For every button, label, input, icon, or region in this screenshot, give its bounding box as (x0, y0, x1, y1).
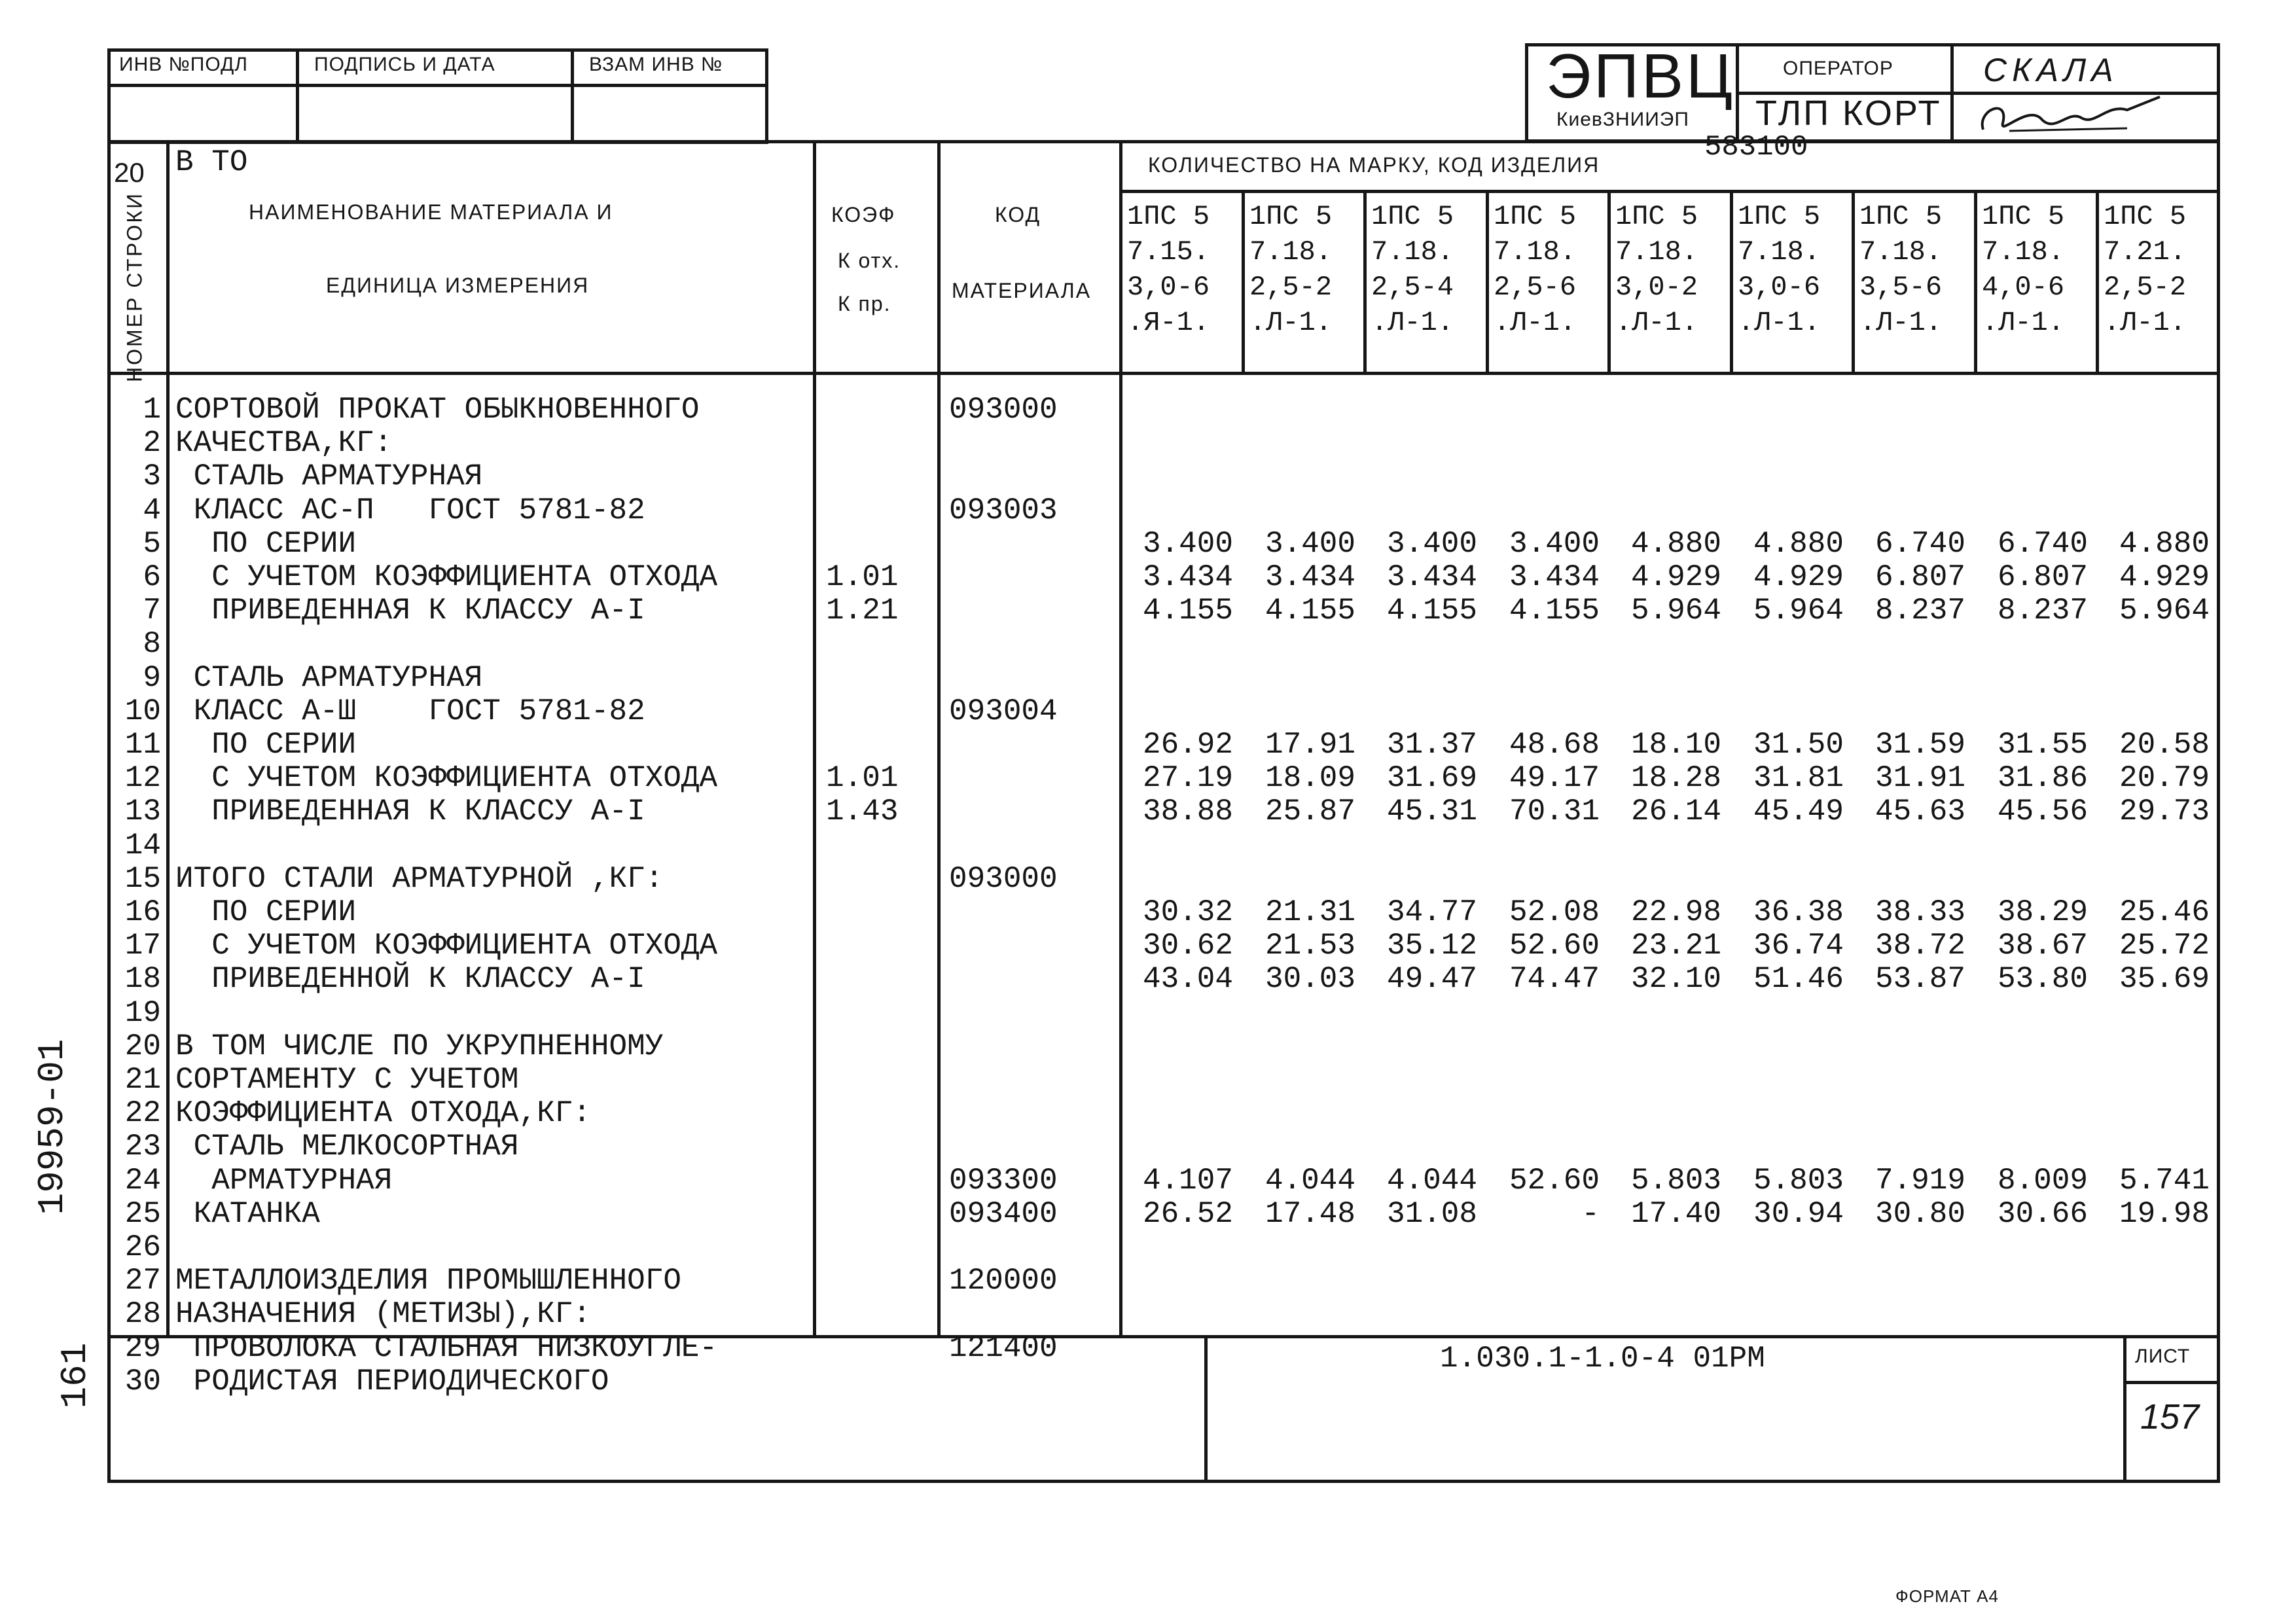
mark-header-2-line4: .Л-1. (1249, 307, 1333, 338)
quantity-value: 30.03 (1265, 962, 1355, 996)
quantity-value: 21.53 (1265, 929, 1355, 963)
row-number: 21 (124, 1063, 161, 1097)
material-name: КОЭФФИЦИЕНТА ОТХОДА,КГ: (175, 1096, 591, 1130)
quantity-value: 45.56 (1997, 794, 2088, 829)
quantity-value: 31.37 (1386, 728, 1477, 762)
quantity-value: 5.964 (2119, 594, 2210, 628)
quantity-value: 49.47 (1386, 962, 1477, 996)
quantity-value: 6.807 (1874, 560, 1965, 594)
name-header-line2: ЕДИНИЦА ИЗМЕРЕНИЯ (326, 274, 590, 297)
material-name: СОРТОВОЙ ПРОКАТ ОБЫКНОВЕННОГО (175, 393, 700, 427)
quantity-value: 4.155 (1265, 594, 1355, 628)
quantity-value: 17.91 (1265, 728, 1355, 762)
format-label: ФОРМАТ А4 (1895, 1586, 1999, 1606)
quantity-value: 31.59 (1874, 728, 1965, 762)
row-number-value: 20 (114, 157, 145, 188)
quantity-value: 23.21 (1630, 929, 1721, 963)
mark-header-1-line1: 1ПС 5 (1127, 201, 1210, 232)
mark-header-7-line1: 1ПС 5 (1859, 201, 1943, 232)
coef-header-line1: КОЭФ (831, 203, 896, 226)
coefficient: 1.21 (826, 594, 899, 628)
quantity-header: КОЛИЧЕСТВО НА МАРКУ, КОД ИЗДЕЛИЯ (1148, 153, 1600, 177)
mark-header-3-line3: 2,5-4 (1371, 272, 1454, 303)
operator-value: ТЛП КОРТ (1755, 94, 1942, 133)
quantity-value: 4.107 (1142, 1164, 1233, 1198)
row-number: 1 (143, 393, 161, 427)
quantity-value: 74.47 (1509, 962, 1600, 996)
quantity-value: 31.91 (1874, 761, 1965, 795)
quantity-value: 4.880 (1753, 527, 1844, 561)
quantity-value: 17.40 (1630, 1197, 1721, 1231)
mark-header-5-line1: 1ПС 5 (1615, 201, 1698, 232)
quantity-value: 52.60 (1509, 1164, 1600, 1198)
quantity-value: 51.46 (1753, 962, 1844, 996)
material-name: С УЧЕТОМ КОЭФФИЦИЕНТА ОТХОДА (175, 560, 718, 594)
quantity-value: 35.12 (1386, 929, 1477, 963)
quantity-value: 30.66 (1997, 1197, 2088, 1231)
coef-header-line2: К отх. (838, 249, 901, 272)
quantity-value: 38.88 (1142, 794, 1233, 829)
material-name: СТАЛЬ МЕЛКОСОРТНАЯ (175, 1130, 519, 1164)
quantity-value: 38.67 (1997, 929, 2088, 963)
quantity-value: 30.94 (1753, 1197, 1844, 1231)
mark-header-2-line2: 7.18. (1249, 236, 1333, 268)
quantity-value: 53.80 (1997, 962, 2088, 996)
material-name: ПО СЕРИИ (175, 895, 357, 929)
quantity-value: 35.69 (2119, 962, 2210, 996)
row-number: 28 (124, 1297, 161, 1331)
coefficient: 1.43 (826, 794, 899, 829)
row-number: 23 (124, 1130, 161, 1164)
quantity-value: 52.60 (1509, 929, 1600, 963)
row-number: 7 (143, 594, 161, 628)
quantity-value: 34.77 (1386, 895, 1477, 929)
row-number-header (106, 157, 165, 382)
material-code: 093400 (949, 1197, 1058, 1231)
material-name: ПРОВОЛОКА СТАЛЬНАЯ НИЗКОУГЛЕ- (175, 1331, 718, 1365)
mark-header-7-line2: 7.18. (1859, 236, 1943, 268)
row-number: 22 (124, 1096, 161, 1130)
quantity-value: 29.73 (2119, 794, 2210, 829)
margin-stamp-number: 19959-01 (31, 1039, 73, 1215)
quantity-value: 36.38 (1753, 895, 1844, 929)
quantity-value: 6.807 (1997, 560, 2088, 594)
quantity-value: 4.155 (1142, 594, 1233, 628)
vzam-inv-label: ВЗАМ ИНВ № (589, 54, 723, 75)
quantity-value: 5.803 (1753, 1164, 1844, 1198)
quantity-value: 25.46 (2119, 895, 2210, 929)
sheet-label: ЛИСТ (2135, 1346, 2191, 1367)
material-name: СОРТАМЕНТУ С УЧЕТОМ (175, 1063, 519, 1097)
row-number: 11 (124, 728, 161, 762)
row-number: 2 (143, 426, 161, 460)
material-name: НАЗНАЧЕНИЯ (МЕТИЗЫ),КГ: (175, 1297, 591, 1331)
coefficient: 1.01 (826, 560, 899, 594)
row-number: 25 (124, 1197, 161, 1231)
quantity-value: 31.55 (1997, 728, 2088, 762)
row-number: 17 (124, 929, 161, 963)
quantity-value: 4.929 (2119, 560, 2210, 594)
mark-header-9-line4: .Л-1. (2104, 307, 2187, 338)
mark-header-8-line1: 1ПС 5 (1982, 201, 2065, 232)
quantity-value: 43.04 (1142, 962, 1233, 996)
row-number: 24 (124, 1164, 161, 1198)
quantity-value: 4.155 (1509, 594, 1600, 628)
row-number: 12 (124, 761, 161, 795)
mark-header-1-line3: 3,0-6 (1127, 272, 1210, 303)
material-code: 093003 (949, 493, 1058, 527)
quantity-value: 4.155 (1386, 594, 1477, 628)
material-name: С УЧЕТОМ КОЭФФИЦИЕНТА ОТХОДА (175, 761, 718, 795)
quantity-value: 25.72 (2119, 929, 2210, 963)
document-code: 1.030.1-1.0-4 01РМ (1440, 1342, 1765, 1376)
quantity-value: 45.63 (1874, 794, 1965, 829)
quantity-value: 7.919 (1874, 1164, 1965, 1198)
quantity-value: 32.10 (1630, 962, 1721, 996)
mark-header-8-line2: 7.18. (1982, 236, 2065, 268)
quantity-value: 18.10 (1630, 728, 1721, 762)
mark-header-3-line4: .Л-1. (1371, 307, 1454, 338)
operator-label: ОПЕРАТОР (1783, 58, 1893, 79)
mark-header-9-line2: 7.21. (2104, 236, 2187, 268)
row-number: 27 (124, 1264, 161, 1298)
row-number: 4 (143, 493, 161, 527)
quantity-value: 8.009 (1997, 1164, 2088, 1198)
mark-header-6-line3: 3,0-6 (1738, 272, 1821, 303)
mark-header-9-line3: 2,5-2 (2104, 272, 2187, 303)
mark-header-3-line2: 7.18. (1371, 236, 1454, 268)
material-code: 093300 (949, 1164, 1058, 1198)
quantity-value: 8.237 (1997, 594, 2088, 628)
quantity-value: 3.434 (1142, 560, 1233, 594)
row-number: 30 (124, 1364, 161, 1399)
quantity-value: 5.741 (2119, 1164, 2210, 1198)
quantity-value: 3.400 (1386, 527, 1477, 561)
in-to-label: В ТО (175, 145, 248, 179)
quantity-value: 25.87 (1265, 794, 1355, 829)
quantity-value: 5.964 (1753, 594, 1844, 628)
org-logo: ЭПВЦ (1546, 41, 1736, 111)
coef-header-line3: К пр. (838, 292, 891, 315)
quantity-value: 20.58 (2119, 728, 2210, 762)
quantity-value: 38.72 (1874, 929, 1965, 963)
quantity-value: 45.31 (1386, 794, 1477, 829)
material-code: 093000 (949, 862, 1058, 896)
row-number: 6 (143, 560, 161, 594)
material-code: 120000 (949, 1264, 1058, 1298)
quantity-value: 70.31 (1509, 794, 1600, 829)
podpis-data-label: ПОДПИСЬ И ДАТА (314, 54, 495, 75)
material-name: РОДИСТАЯ ПЕРИОДИЧЕСКОГО (175, 1364, 609, 1399)
quantity-value: 3.400 (1265, 527, 1355, 561)
quantity-value: 30.32 (1142, 895, 1233, 929)
row-number: 16 (124, 895, 161, 929)
quantity-value: 4.880 (2119, 527, 2210, 561)
row-number-label: НОМЕР СТРОКИ (122, 192, 147, 382)
row-number: 18 (124, 962, 161, 996)
mark-header-6-line1: 1ПС 5 (1738, 201, 1821, 232)
row-number: 20 (124, 1029, 161, 1063)
row-number: 13 (124, 794, 161, 829)
mark-header-2-line1: 1ПС 5 (1249, 201, 1333, 232)
quantity-value: 22.98 (1630, 895, 1721, 929)
quantity-value: 26.52 (1142, 1197, 1233, 1231)
material-name: ПО СЕРИИ (175, 527, 357, 561)
row-number: 15 (124, 862, 161, 896)
quantity-value: 20.79 (2119, 761, 2210, 795)
quantity-value: 3.434 (1509, 560, 1600, 594)
row-number: 5 (143, 527, 161, 561)
mark-header-5-line2: 7.18. (1615, 236, 1698, 268)
quantity-value: 31.69 (1386, 761, 1477, 795)
row-number: 9 (143, 661, 161, 695)
quantity-value: 52.08 (1509, 895, 1600, 929)
quantity-value: 4.044 (1386, 1164, 1477, 1198)
quantity-value: 53.87 (1874, 962, 1965, 996)
code-header-line1: КОД (995, 203, 1041, 226)
mark-header-6-line2: 7.18. (1738, 236, 1821, 268)
row-number: 3 (143, 459, 161, 493)
material-name: КАЧЕСТВА,КГ: (175, 426, 393, 460)
mark-header-9-line1: 1ПС 5 (2104, 201, 2187, 232)
mark-header-4-line4: .Л-1. (1494, 307, 1577, 338)
mark-header-7-line3: 3,5-6 (1859, 272, 1943, 303)
product-code: 583100 (1704, 131, 1808, 164)
mark-header-2-line3: 2,5-2 (1249, 272, 1333, 303)
signature-image (1970, 90, 2166, 143)
coefficient: 1.01 (826, 761, 899, 795)
quantity-value: 4.044 (1265, 1164, 1355, 1198)
mark-header-1-line4: .Я-1. (1127, 307, 1210, 338)
material-code: 093004 (949, 694, 1058, 728)
quantity-value: 18.09 (1265, 761, 1355, 795)
material-name: МЕТАЛЛОИЗДЕЛИЯ ПРОМЫШЛЕННОГО (175, 1264, 681, 1298)
quantity-value: 30.80 (1874, 1197, 1965, 1231)
material-name: ПРИВЕДЕННАЯ К КЛАССУ А-I (175, 594, 645, 628)
sheet-number: 157 (2140, 1397, 2200, 1436)
material-name: С УЧЕТОМ КОЭФФИЦИЕНТА ОТХОДА (175, 929, 718, 963)
quantity-value: 26.92 (1142, 728, 1233, 762)
row-number: 10 (124, 694, 161, 728)
org-name: КиевЗНИИЭП (1556, 109, 1689, 130)
mark-header-7-line4: .Л-1. (1859, 307, 1943, 338)
code-header-line2: МАТЕРИАЛА (952, 279, 1092, 302)
material-name: КЛАСС А-Ш ГОСТ 5781-82 (175, 694, 645, 728)
mark-header-8-line3: 4,0-6 (1982, 272, 2065, 303)
quantity-value: 3.400 (1142, 527, 1233, 561)
quantity-value: 4.880 (1630, 527, 1721, 561)
quantity-value: 4.929 (1753, 560, 1844, 594)
row-number: 14 (124, 829, 161, 863)
mark-header-8-line4: .Л-1. (1982, 307, 2065, 338)
mark-header-4-line1: 1ПС 5 (1494, 201, 1577, 232)
material-code: 121400 (949, 1331, 1058, 1365)
material-name: АРМАТУРНАЯ (175, 1164, 393, 1198)
quantity-value: 5.803 (1630, 1164, 1721, 1198)
material-name: ПО СЕРИИ (175, 728, 357, 762)
quantity-value: 6.740 (1997, 527, 2088, 561)
mark-header-1-line2: 7.15. (1127, 236, 1210, 268)
quantity-value: 45.49 (1753, 794, 1844, 829)
name-header-line1: НАИМЕНОВАНИЕ МАТЕРИАЛА И (249, 200, 613, 224)
mark-header-3-line1: 1ПС 5 (1371, 201, 1454, 232)
quantity-value: 38.33 (1874, 895, 1965, 929)
row-number: 19 (124, 996, 161, 1030)
quantity-value: - (1581, 1197, 1600, 1231)
quantity-value: 49.17 (1509, 761, 1600, 795)
material-name: В ТОМ ЧИСЛЕ ПО УКРУПНЕННОМУ (175, 1029, 664, 1063)
material-name: КЛАСС АС-П ГОСТ 5781-82 (175, 493, 645, 527)
margin-sheet-number: 161 (54, 1342, 96, 1409)
mark-header-5-line4: .Л-1. (1615, 307, 1698, 338)
quantity-value: 36.74 (1753, 929, 1844, 963)
material-name: КАТАНКА (175, 1197, 320, 1231)
quantity-value: 3.400 (1509, 527, 1600, 561)
quantity-value: 38.29 (1997, 895, 2088, 929)
material-code: 093000 (949, 393, 1058, 427)
mark-header-4-line3: 2,5-6 (1494, 272, 1577, 303)
material-name: СТАЛЬ АРМАТУРНАЯ (175, 459, 483, 493)
quantity-value: 27.19 (1142, 761, 1233, 795)
material-name: СТАЛЬ АРМАТУРНАЯ (175, 661, 483, 695)
quantity-value: 17.48 (1265, 1197, 1355, 1231)
quantity-value: 5.964 (1630, 594, 1721, 628)
mark-header-6-line4: .Л-1. (1738, 307, 1821, 338)
quantity-value: 18.28 (1630, 761, 1721, 795)
row-number: 29 (124, 1331, 161, 1365)
quantity-value: 8.237 (1874, 594, 1965, 628)
system-name: СКАЛА (1983, 52, 2119, 88)
quantity-value: 31.86 (1997, 761, 2088, 795)
quantity-value: 26.14 (1630, 794, 1721, 829)
inv-podl-label: ИНВ №ПОДЛ (119, 54, 248, 75)
quantity-value: 19.98 (2119, 1197, 2210, 1231)
quantity-value: 31.08 (1386, 1197, 1477, 1231)
quantity-value: 3.434 (1265, 560, 1355, 594)
quantity-value: 31.50 (1753, 728, 1844, 762)
mark-header-5-line3: 3,0-2 (1615, 272, 1698, 303)
quantity-value: 3.434 (1386, 560, 1477, 594)
quantity-value: 6.740 (1874, 527, 1965, 561)
mark-header-4-line2: 7.18. (1494, 236, 1577, 268)
row-number: 26 (124, 1230, 161, 1264)
quantity-value: 21.31 (1265, 895, 1355, 929)
quantity-value: 31.81 (1753, 761, 1844, 795)
quantity-value: 4.929 (1630, 560, 1721, 594)
material-name: ПРИВЕДЕННАЯ К КЛАССУ А-I (175, 794, 645, 829)
material-name: ПРИВЕДЕННОЙ К КЛАССУ А-I (175, 962, 645, 996)
quantity-value: 30.62 (1142, 929, 1233, 963)
quantity-value: 48.68 (1509, 728, 1600, 762)
row-number: 8 (143, 627, 161, 661)
material-name: ИТОГО СТАЛИ АРМАТУРНОЙ ,КГ: (175, 862, 664, 896)
